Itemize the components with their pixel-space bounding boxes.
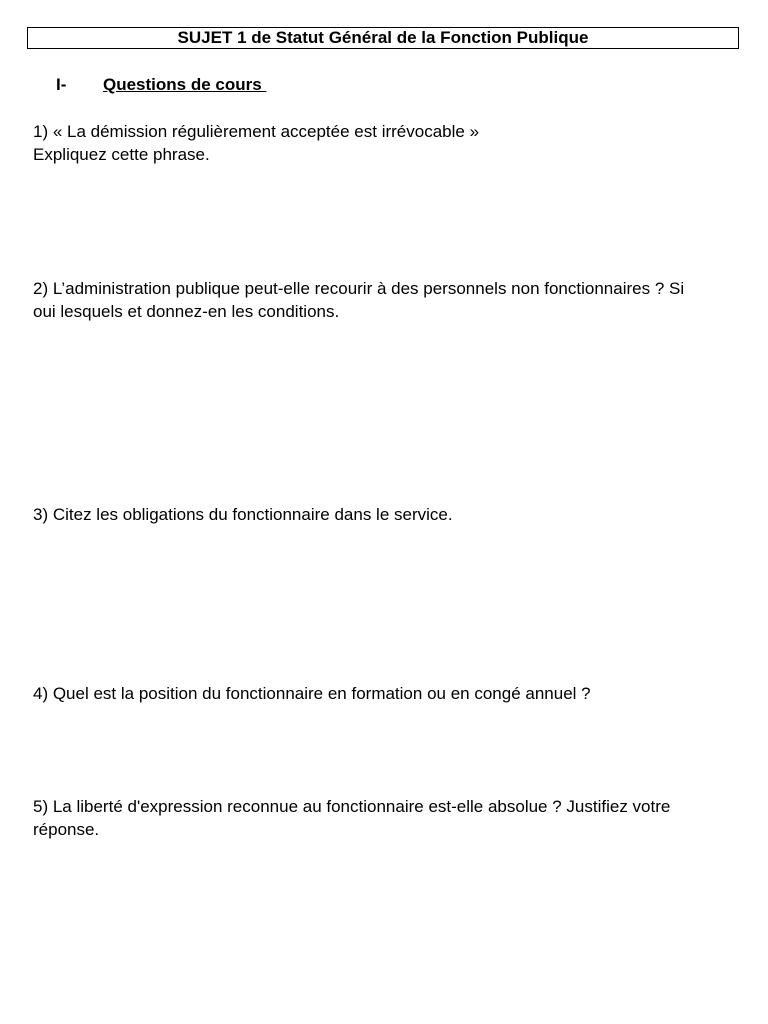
question-5-line-2: réponse. [33,820,100,839]
question-1-line-2: Expliquez cette phrase. [33,145,210,164]
question-2 [33,277,738,323]
question-2-line-2: oui lesquels et donnez-en les conditions. [33,302,340,321]
question-3-line-1: 3) Citez les obligations du fonctionnaire dans le service. [33,505,453,524]
question-2-line-1: 2) L’administration publique peut-elle recourir à des personnels non fonctionnaires ? Si [33,279,685,298]
section-heading [56,75,266,95]
section-number: I- [56,75,67,94]
question-5 [33,795,738,841]
question-1 [33,120,738,166]
question-5-line-1: 5) La liberté d'expression reconnue au fonctionnaire est-elle absolue ? Justifiez votre [33,797,671,816]
document-title: SUJET 1 de Statut Général de la Fonction Publique [27,27,739,49]
section-title: Questions de cours [103,75,267,94]
question-3 [33,503,738,526]
question-4-line-1: 4) Quel est la position du fonctionnaire en formation ou en congé annuel ? [33,684,591,703]
question-4 [33,682,738,705]
question-1-line-1: 1) « La démission régulièrement acceptée est irrévocable » [33,122,480,141]
